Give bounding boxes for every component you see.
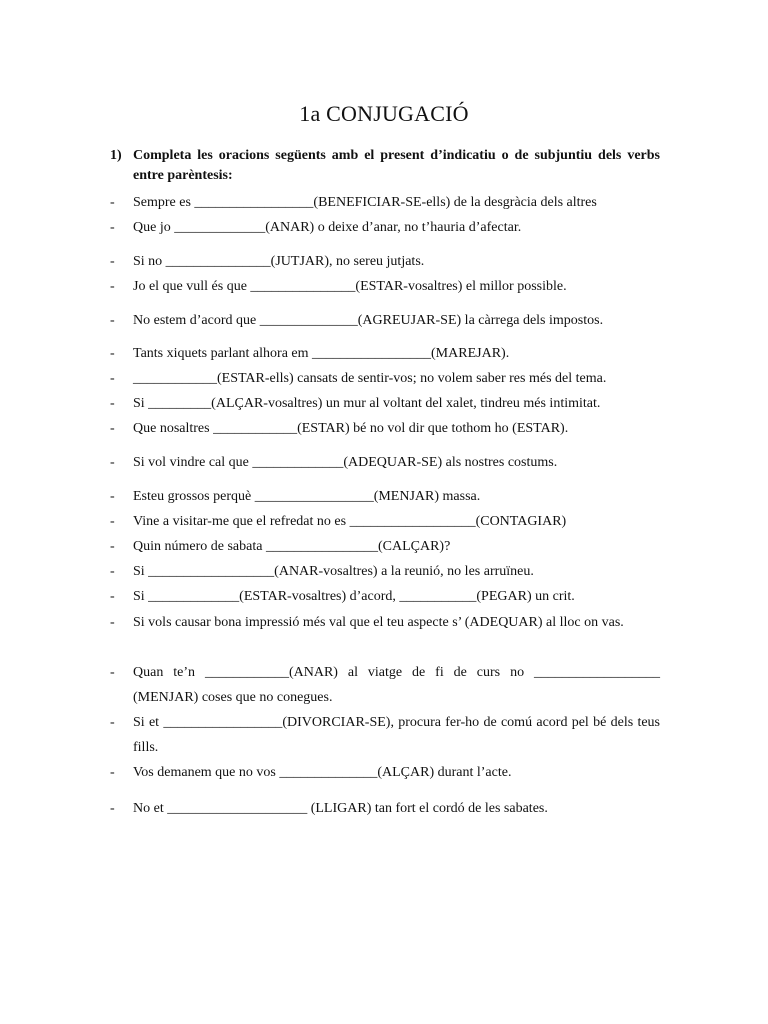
list-item-text: ____________(ESTAR-ells) cansats de sentir-vos; no volem saber res més del tema. [133,371,607,386]
list-bullet: - [110,279,115,294]
list-item-text: Que nosaltres ____________(ESTAR) bé no vol dir que tothom ho (ESTAR). [133,421,569,436]
list-item-text: No estem d’acord que ______________(AGREUJAR-SE) la càrrega dels impostos. [133,313,604,328]
list-item [110,610,660,635]
list-bullet: - [110,195,115,210]
list-item [110,484,660,509]
list-bullet: - [110,665,115,680]
list-bullet: - [110,421,115,436]
exercise-instruction [110,146,660,186]
list-item [110,660,660,710]
list-bullet: - [110,489,115,504]
list-bullet: - [110,801,115,816]
list-bullet: - [110,564,115,579]
list-item [110,534,660,559]
list-item-text: Si _____________(ESTAR-vosaltres) d’acord, ___________(PEGAR) un crit. [133,589,575,604]
list-item [110,559,660,584]
list-item [110,796,660,821]
list-bullet: - [110,539,115,554]
list-bullet: - [110,396,115,411]
list-bullet: - [110,514,115,529]
list-item-text: Si _________(ALÇAR-vosaltres) un mur al voltant del xalet, tindreu més intimitat. [133,396,601,411]
list-item-text: Si no _______________(JUTJAR), no sereu jutjats. [133,254,425,269]
list-item-text: Si vol vindre cal que _____________(ADEQUAR-SE) als nostres costums. [133,455,558,470]
list-item [110,341,660,366]
list-item-text: Vine a visitar-me que el refredat no es __________________(CONTAGIAR) [133,514,567,529]
list-item-text: Jo el que vull és que _______________(ESTAR-vosaltres) el millor possible. [133,279,567,294]
list-bullet: - [110,765,115,780]
list-bullet: - [110,715,115,730]
list-bullet: - [110,220,115,235]
list-item-text: Vos demanem que no vos ______________(ALÇAR) durant l’acte. [133,765,512,780]
list-bullet: - [110,313,115,328]
list-bullet: - [110,455,115,470]
list-item-text: Quin número de sabata ________________(CALÇAR)? [133,539,451,554]
list-item [110,274,660,299]
instruction-text: Completa les oracions següents amb el present d’indicatiu o de subjuntiu dels verbs entre parèntesis: [133,148,660,183]
list-item [110,366,660,391]
list-item [110,391,660,416]
list-bullet: - [110,346,115,361]
list-item [110,308,660,333]
list-item [110,760,660,785]
list-item [110,215,660,240]
list-item-text: No et ____________________ (LLIGAR) tan fort el cordó de les sabates. [133,801,548,816]
list-item [110,416,660,441]
list-item-text: Si __________________(ANAR-vosaltres) a la reunió, no les arruïneu. [133,564,534,579]
page-title: 1a CONJUGACIÓ [299,101,469,126]
list-bullet: - [110,254,115,269]
list-item [110,190,660,215]
list-item-text: Que jo _____________(ANAR) o deixe d’anar, no t’hauria d’afectar. [133,220,522,235]
list-item-text: Si et _________________(DIVORCIAR-SE), procura fer-ho de comú acord pel bé dels teus fills. [133,715,660,755]
list-item [110,584,660,609]
list-bullet: - [110,589,115,604]
list-item-text: Si vols causar bona impressió més val que el teu aspecte s’ (ADEQUAR) al lloc on vas. [133,615,624,630]
list-bullet: - [110,371,115,386]
list-item-text: Sempre es _________________(BENEFICIAR-SE-ells) de la desgràcia dels altres [133,195,597,210]
list-item-text: Tants xiquets parlant alhora em _________________(MAREJAR). [133,346,510,361]
exercise-number: 1) [110,148,122,163]
list-item [110,509,660,534]
list-item-text: Esteu grossos perquè _________________(MENJAR) massa. [133,489,481,504]
list-item [110,710,660,760]
list-item [110,450,660,475]
list-item-text: Quan te’n ____________(ANAR) al viatge de fi de curs no __________________ (MENJAR) coses que no conegues. [133,665,660,705]
list-bullet: - [110,615,115,630]
list-item [110,249,660,274]
